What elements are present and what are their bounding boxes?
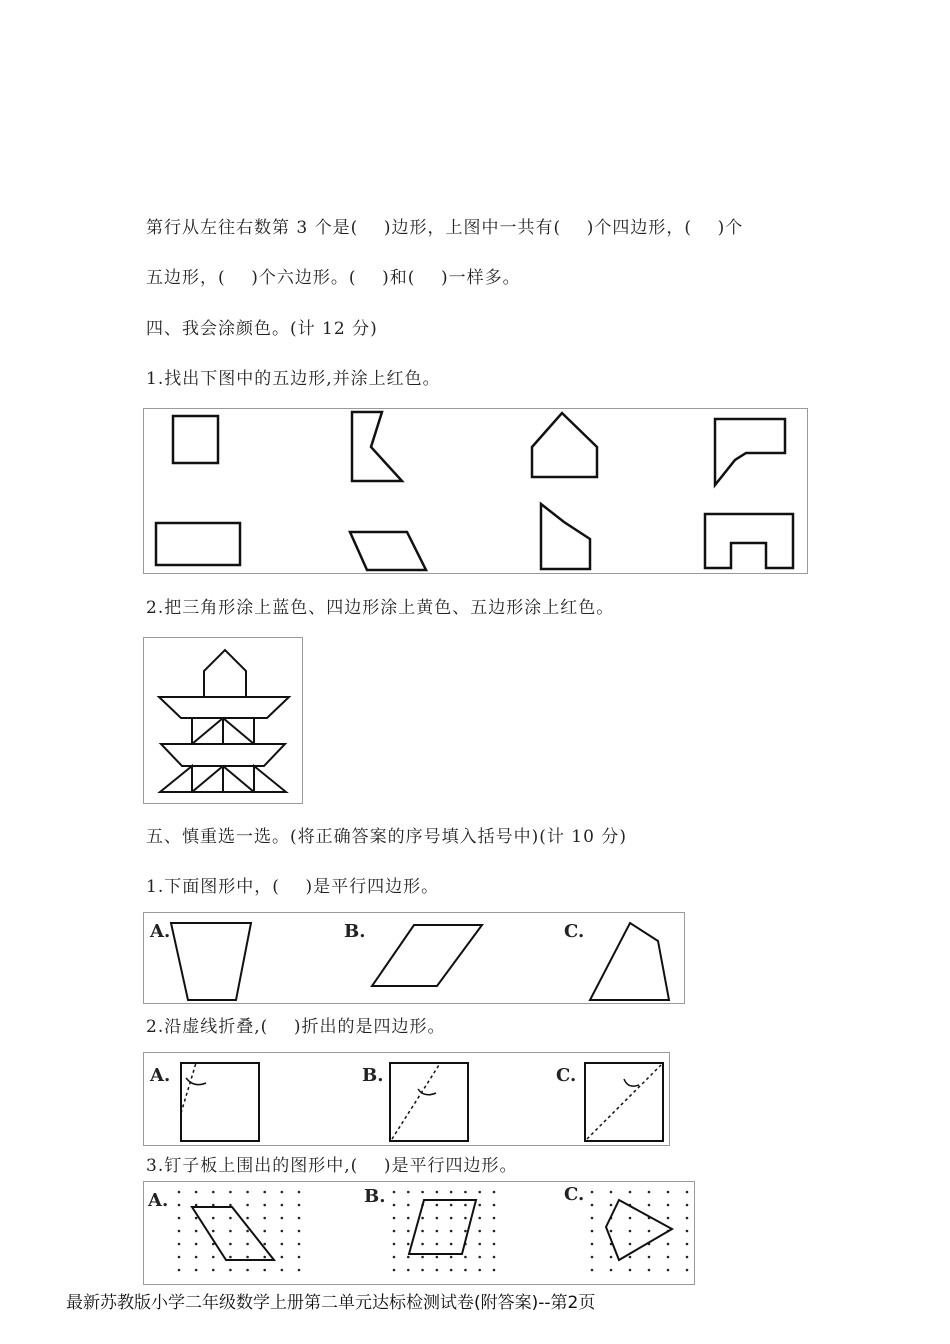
rectangle-shape bbox=[156, 523, 240, 565]
left-triangle-shape bbox=[160, 766, 192, 792]
question-text-line-2: 五边形，( )个六边形。( )和( )一样多。 bbox=[146, 268, 521, 288]
square-shape bbox=[173, 416, 218, 463]
geoboard-shape-b bbox=[409, 1200, 476, 1254]
option-a-label: A. bbox=[150, 921, 171, 942]
geoboard-shape-c bbox=[606, 1200, 672, 1260]
options-figure-5-1 bbox=[143, 912, 685, 1004]
l-shape bbox=[715, 419, 785, 485]
house-pentagon-shape bbox=[532, 413, 597, 477]
question-5-3: 3.钉子板上围出的图形中,( )是平行四边形。 bbox=[146, 1156, 518, 1176]
question-5-2: 2.沿虚线折叠,( )折出的是四边形。 bbox=[146, 1017, 446, 1037]
parallelogram-shape bbox=[372, 925, 482, 986]
option-b-label: B. bbox=[364, 1186, 386, 1207]
top-pentagon-shape bbox=[204, 650, 246, 697]
tower-figure-4-2 bbox=[143, 637, 303, 804]
arch-shape bbox=[705, 514, 793, 568]
shapes-figure-4-1 bbox=[143, 408, 808, 574]
quadrilateral-shape bbox=[590, 923, 669, 1000]
paper-square-a bbox=[181, 1063, 259, 1141]
geoboard-shape-a bbox=[192, 1207, 274, 1260]
section-4-title: 四、我会涂颜色。(计 12 分) bbox=[146, 319, 378, 339]
options-figure-5-2 bbox=[143, 1052, 670, 1146]
middle-trapezoid-shape bbox=[161, 744, 285, 766]
question-5-1: 1.下面图形中，( )是平行四边形。 bbox=[146, 877, 440, 897]
section-5-title: 五、慎重选一选。(将正确答案的序号填入括号中)(计 10 分) bbox=[146, 827, 627, 847]
right-triangle-shape bbox=[254, 766, 286, 792]
option-b-label: B. bbox=[362, 1065, 384, 1086]
parallelogram-shape bbox=[350, 532, 426, 570]
question-4-2: 2.把三角形涂上蓝色、四边形涂上黄色、五边形涂上红色。 bbox=[146, 598, 615, 618]
geoboard-figure-5-3 bbox=[143, 1181, 695, 1285]
option-c-label: C. bbox=[564, 921, 585, 942]
page-footer: 最新苏教版小学二年级数学上册第二单元达标检测试卷(附答案)--第2页 bbox=[66, 1293, 596, 1313]
trapezoid-pentagon-shape bbox=[541, 504, 590, 569]
question-4-1: 1.找出下图中的五边形,并涂上红色。 bbox=[146, 369, 441, 389]
question-text-line-1: 第行从左往右数第 3 个是( )边形，上图中一共有( )个四边形，( )个 bbox=[146, 218, 744, 238]
option-c-label: C. bbox=[564, 1184, 585, 1205]
option-b-label: B. bbox=[344, 921, 366, 942]
paper-square-b bbox=[390, 1063, 468, 1141]
upper-trapezoid-shape bbox=[159, 697, 289, 718]
trapezoid-shape bbox=[171, 923, 251, 1000]
option-a-label: A. bbox=[148, 1190, 169, 1211]
notched-shape bbox=[352, 412, 402, 481]
option-c-label: C. bbox=[556, 1065, 577, 1086]
option-a-label: A. bbox=[150, 1065, 171, 1086]
